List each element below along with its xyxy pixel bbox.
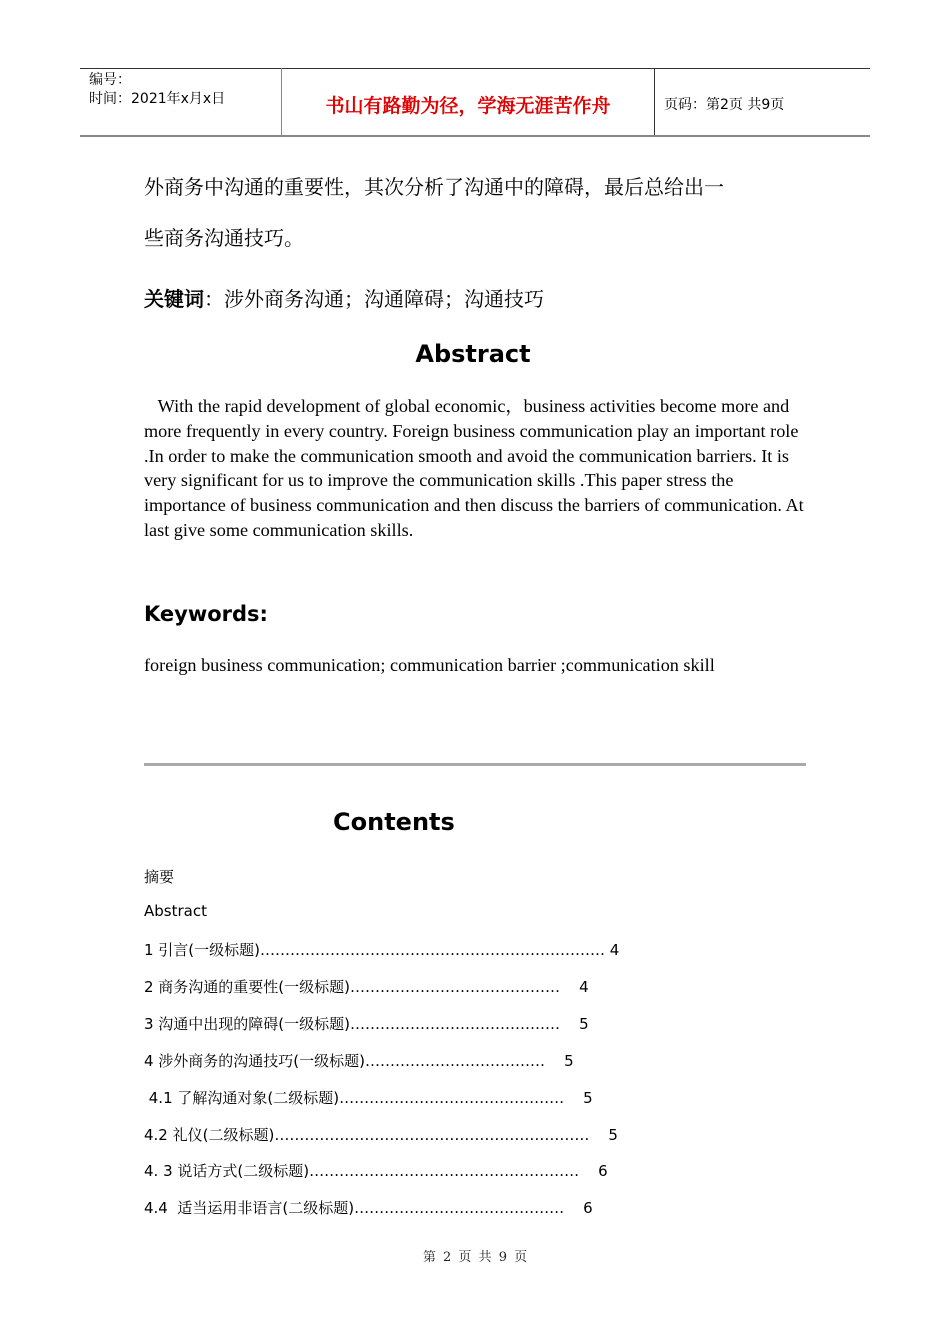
abstract-body-text: With the rapid development of global economic，business activities become more and more frequently in every country. Foreign business communication play an important role .In order to make the communication smooth and avoid the communication barriers. It is very significant for us to improve the communication skills .This paper stress the importance of business communication and then discuss the barriers of communication. At last give some communication skills. (144, 396, 804, 540)
chinese-keywords-text: ：涉外商务沟通；沟通障碍；沟通技巧 (204, 287, 544, 311)
chinese-abstract-line-2: 些商务沟通技巧。 (144, 226, 304, 250)
toc-item[interactable]: Abstract (144, 902, 207, 920)
header-date: 时间：2021年x月x日 (89, 91, 226, 107)
section-divider (144, 763, 806, 766)
toc-item[interactable]: 4.1 了解沟通对象(二级标题)……………………………………… 5 (144, 1089, 593, 1107)
header-divider-right (654, 68, 655, 136)
header-page-info: 页码：第2页 共9页 (664, 97, 785, 113)
toc-item[interactable]: 4.2 礼仪(二级标题)……………………………………………………… 5 (144, 1126, 618, 1144)
header-top-border (80, 68, 870, 69)
toc-item[interactable]: 1 引言(一级标题)…………………………………………………………… 4 (144, 941, 620, 959)
toc-item[interactable]: 2 商务沟通的重要性(一级标题)…………………………………… 4 (144, 978, 589, 996)
toc-item[interactable]: 4.4 适当运用非语言(二级标题)…………………………………… 6 (144, 1199, 593, 1217)
toc-item[interactable]: 4. 3 说话方式(二级标题)……………………………………………… 6 (144, 1162, 608, 1180)
toc-item[interactable]: 3 沟通中出现的障碍(一级标题)…………………………………… 5 (144, 1015, 589, 1033)
chinese-keywords-label: 关键词 (144, 287, 204, 311)
chinese-abstract-line-1: 外商务中沟通的重要性，其次分析了沟通中的障碍，最后总给出一 (144, 175, 724, 199)
header-motto: 书山有路勤为径，学海无涯苦作舟 (325, 95, 611, 117)
keywords-heading: Keywords: (144, 602, 268, 626)
abstract-body (144, 394, 804, 543)
keywords-text: foreign business communication; communication barrier ;communication skill (144, 655, 715, 675)
contents-heading: Contents (333, 808, 455, 836)
page-footer: 第 2 页 共 9 页 (422, 1250, 528, 1265)
header-bottom-border (80, 135, 870, 137)
abstract-heading: Abstract (415, 340, 531, 368)
toc-item[interactable]: 摘要 (144, 868, 175, 886)
toc-item[interactable]: 4 涉外商务的沟通技巧(一级标题)……………………………… 5 (144, 1052, 574, 1070)
header-meta (89, 71, 225, 109)
header-number-label: 编号： (89, 72, 131, 88)
chinese-keywords (144, 283, 544, 312)
